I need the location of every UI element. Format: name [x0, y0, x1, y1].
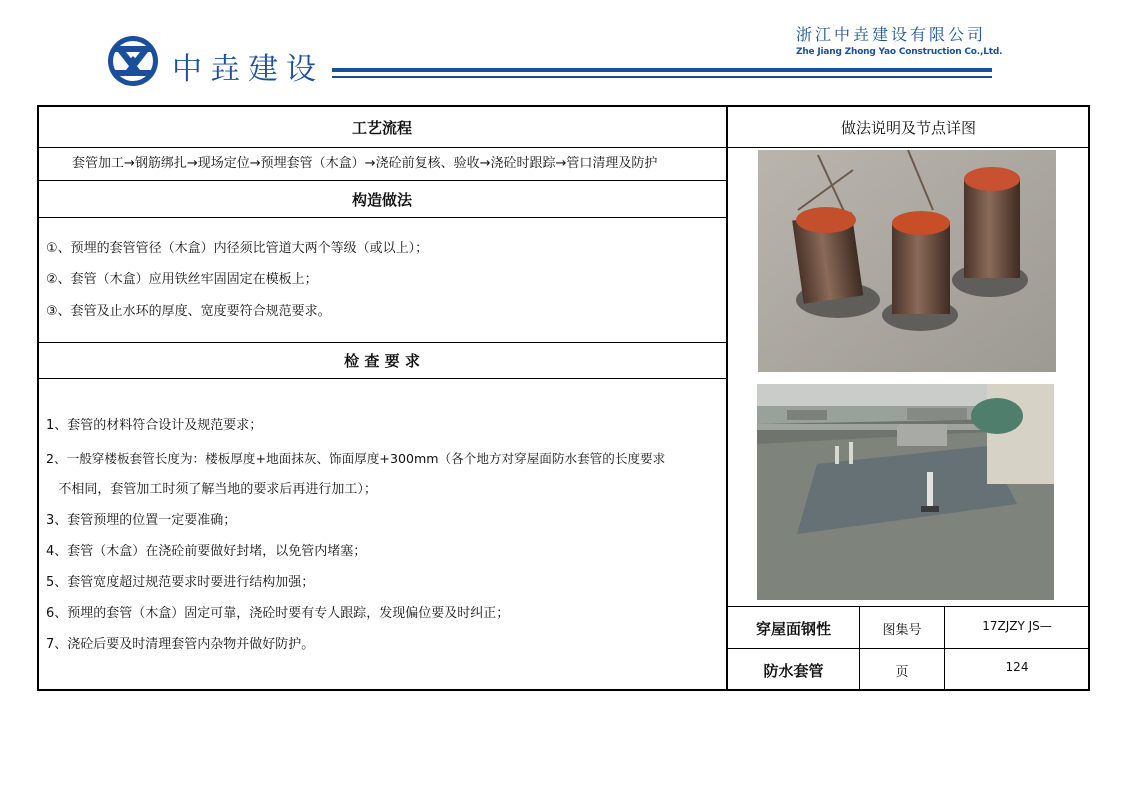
column-divider: [726, 106, 728, 690]
row-line-inspection-title: [38, 378, 727, 379]
detail-title: 做法说明及节点详图: [840, 119, 976, 137]
construction-item-2: ②、套管（木盒）应用铁丝牢固固定在模板上；: [46, 272, 318, 287]
titleblock-mid-line: [727, 648, 1089, 649]
header-rule-thin: [332, 76, 992, 78]
process-title: 工艺流程: [351, 119, 412, 137]
page-number: 124: [1005, 660, 1029, 674]
inspection-item-3: 3、套管预埋的位置一定要准确；: [46, 513, 237, 528]
drawing-name-line1: 穿屋面钢性: [755, 620, 831, 638]
company-logo: [106, 34, 160, 88]
inspection-item-7: 7、浇砼后要及时清理套管内杂物并做好防护。: [46, 637, 315, 652]
sleeve-pipes-photo: [758, 150, 1056, 372]
page-label: 页: [895, 665, 909, 680]
row-line-process-title: [38, 147, 1089, 148]
company-name-en: Zhe Jiang Zhong Yao Construction Co.,Ltd.: [796, 47, 1003, 57]
atlas-label: 图集号: [882, 623, 922, 638]
inspection-item-2: 2、一般穿楼板套管长度为：楼板厚度+地面抹灰、饰面厚度+300mm（各个地方对穿屋面防水套管的长度要求: [46, 451, 666, 466]
drawing-name-line2: 防水套管: [763, 662, 824, 680]
atlas-number: 17ZJZY JS—: [982, 619, 1052, 633]
inspection-item-5: 5、套管宽度超过规范要求时要进行结构加强；: [46, 575, 315, 590]
inspection-item-6: 6、预埋的套管（木盒）固定可靠，浇砼时要有专人跟踪，发现偏位要及时纠正；: [46, 606, 510, 621]
inspection-item-4: 4、套管（木盒）在浇砼前要做好封堵，以免管内堵塞；: [46, 544, 367, 559]
brand-name: 中垚建设: [172, 52, 324, 87]
process-steps: 套管加工→钢筋绑扎→现场定位→预埋套管（木盒）→浇砼前复核、验收→浇砼时跟踪→管口清理及防护: [72, 156, 658, 171]
inspection-item-2-cont: 不相同，套管加工时须了解当地的要求后再进行加工）；: [46, 482, 377, 497]
row-line-construction-body: [38, 342, 727, 343]
inspection-item-1: 1、套管的材料符合设计及规范要求；: [46, 418, 263, 433]
row-line-process-steps: [38, 180, 727, 181]
rooftop-sleeves-photo: [757, 384, 1054, 600]
company-name-cn: 浙江中垚建设有限公司: [796, 25, 987, 44]
inspection-title: 检 查 要 求: [344, 352, 420, 370]
row-line-construction-title: [38, 217, 727, 218]
construction-title: 构造做法: [351, 191, 412, 209]
construction-item-3: ③、套管及止水环的厚度、宽度要符合规范要求。: [46, 304, 331, 319]
titleblock-top-line: [727, 606, 1089, 607]
header-rule-thick: [332, 68, 992, 72]
construction-item-1: ①、预埋的套管管径（木盒）内径须比管道大两个等级（或以上）；: [46, 241, 429, 256]
